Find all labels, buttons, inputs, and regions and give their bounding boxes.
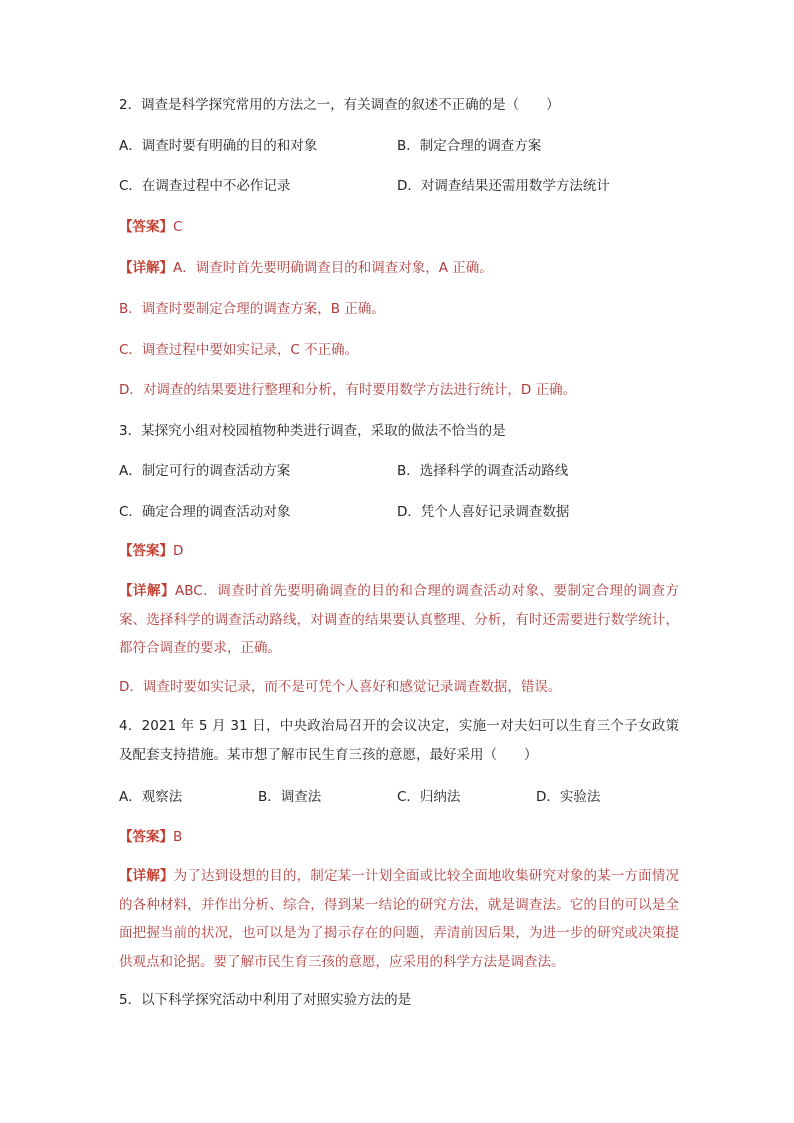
q2-detail-line-1 [119, 258, 493, 278]
q4-stem: 4．2021 年 5 月 31 日，中央政治局召开的会议决定，实施一对夫妇可以生育三个子女政策及配套支持措施。某市想了解市民生育三孩的意愿，最好采用（ ） [119, 718, 679, 763]
detail-text: A．调查时首先要明确调查目的和调查对象，A 正确。 [173, 260, 493, 276]
q3-option-a: A．制定可行的调查活动方案 [119, 463, 291, 479]
detail-tag: 【详解】 [119, 868, 174, 884]
q3-stem: 3．某探究小组对校园植物种类进行调查，采取的做法不恰当的是 [119, 423, 506, 439]
q3-answer [119, 541, 183, 561]
q2-option-d: D．对调查结果还需用数学方法统计 [397, 178, 610, 194]
answer-tag: 【答案】 [119, 543, 173, 559]
q4-detail-paragraph [119, 862, 679, 976]
detail-text: 为了达到设想的目的，制定某一计划全面或比较全面地收集研究对象的某一方面情况的各种材料，并作出分析、综合，得到某一结论的研究方法，就是调查法。它的目的可以是全面把握当前的状况，也可以是为了揭示存在的问题，弄清前因后果，为进一步的研究或决策提供观点和论据。要了解市民生育三孩的意愿，应采用的科学方法是调查法。 [119, 868, 680, 970]
detail-tag: 【详解】 [119, 583, 176, 599]
q4-option-b: B．调查法 [258, 789, 322, 805]
q2-option-row-1 [119, 136, 542, 156]
q3-detail-paragraph [119, 577, 679, 663]
detail-tag: 【详解】 [119, 260, 173, 276]
q2-option-b: B．制定合理的调查方案 [397, 138, 542, 154]
answer-tag: 【答案】 [119, 219, 173, 235]
q2-detail-line-2: B．调查时要制定合理的调查方案，B 正确。 [119, 301, 385, 317]
q3-option-c: C．确定合理的调查活动对象 [119, 504, 291, 520]
answer-tag: 【答案】 [119, 829, 173, 845]
answer-value: C [173, 219, 183, 235]
answer-value: D [173, 543, 184, 559]
q3-option-d: D．凭个人喜好记录调查数据 [397, 504, 570, 520]
q4-option-d: D．实验法 [536, 789, 601, 805]
q2-answer [119, 217, 182, 237]
q3-option-b: B．选择科学的调查活动路线 [397, 463, 569, 479]
detail-text: ABC．调查时首先要明确调查的目的和合理的调查活动对象、要制定合理的调查方案、选择科学的调查活动路线，对调查的结果要认真整理、分析，有时还需要进行数学统计，都符合调查的要求，正确。 [119, 583, 680, 656]
q4-option-a: A．观察法 [119, 789, 183, 805]
q2-stem: 2．调查是科学探究常用的方法之一，有关调查的叙述不正确的是（ ） [119, 97, 560, 113]
q2-option-a: A．调查时要有明确的目的和对象 [119, 138, 318, 154]
q2-option-row-2 [119, 176, 610, 196]
q2-detail-line-4: D．对调查的结果要进行整理和分析，有时要用数学方法进行统计，D 正确。 [119, 382, 577, 398]
q4-answer [119, 827, 182, 847]
q2-detail-line-3: C．调查过程中要如实记录，C 不正确。 [119, 342, 359, 358]
q5-stem: 5．以下科学探究活动中利用了对照实验方法的是 [119, 992, 412, 1008]
q3-option-row-2 [119, 502, 570, 522]
q3-option-row-1 [119, 461, 569, 481]
q4-option-c: C．归纳法 [397, 789, 461, 805]
q2-option-c: C．在调查过程中不必作记录 [119, 178, 291, 194]
answer-value: B [173, 829, 183, 845]
q4-option-row [119, 787, 679, 807]
q3-detail-d: D．调查时要如实记录，而不是可凭个人喜好和感觉记录调查数据，错误。 [119, 679, 562, 695]
